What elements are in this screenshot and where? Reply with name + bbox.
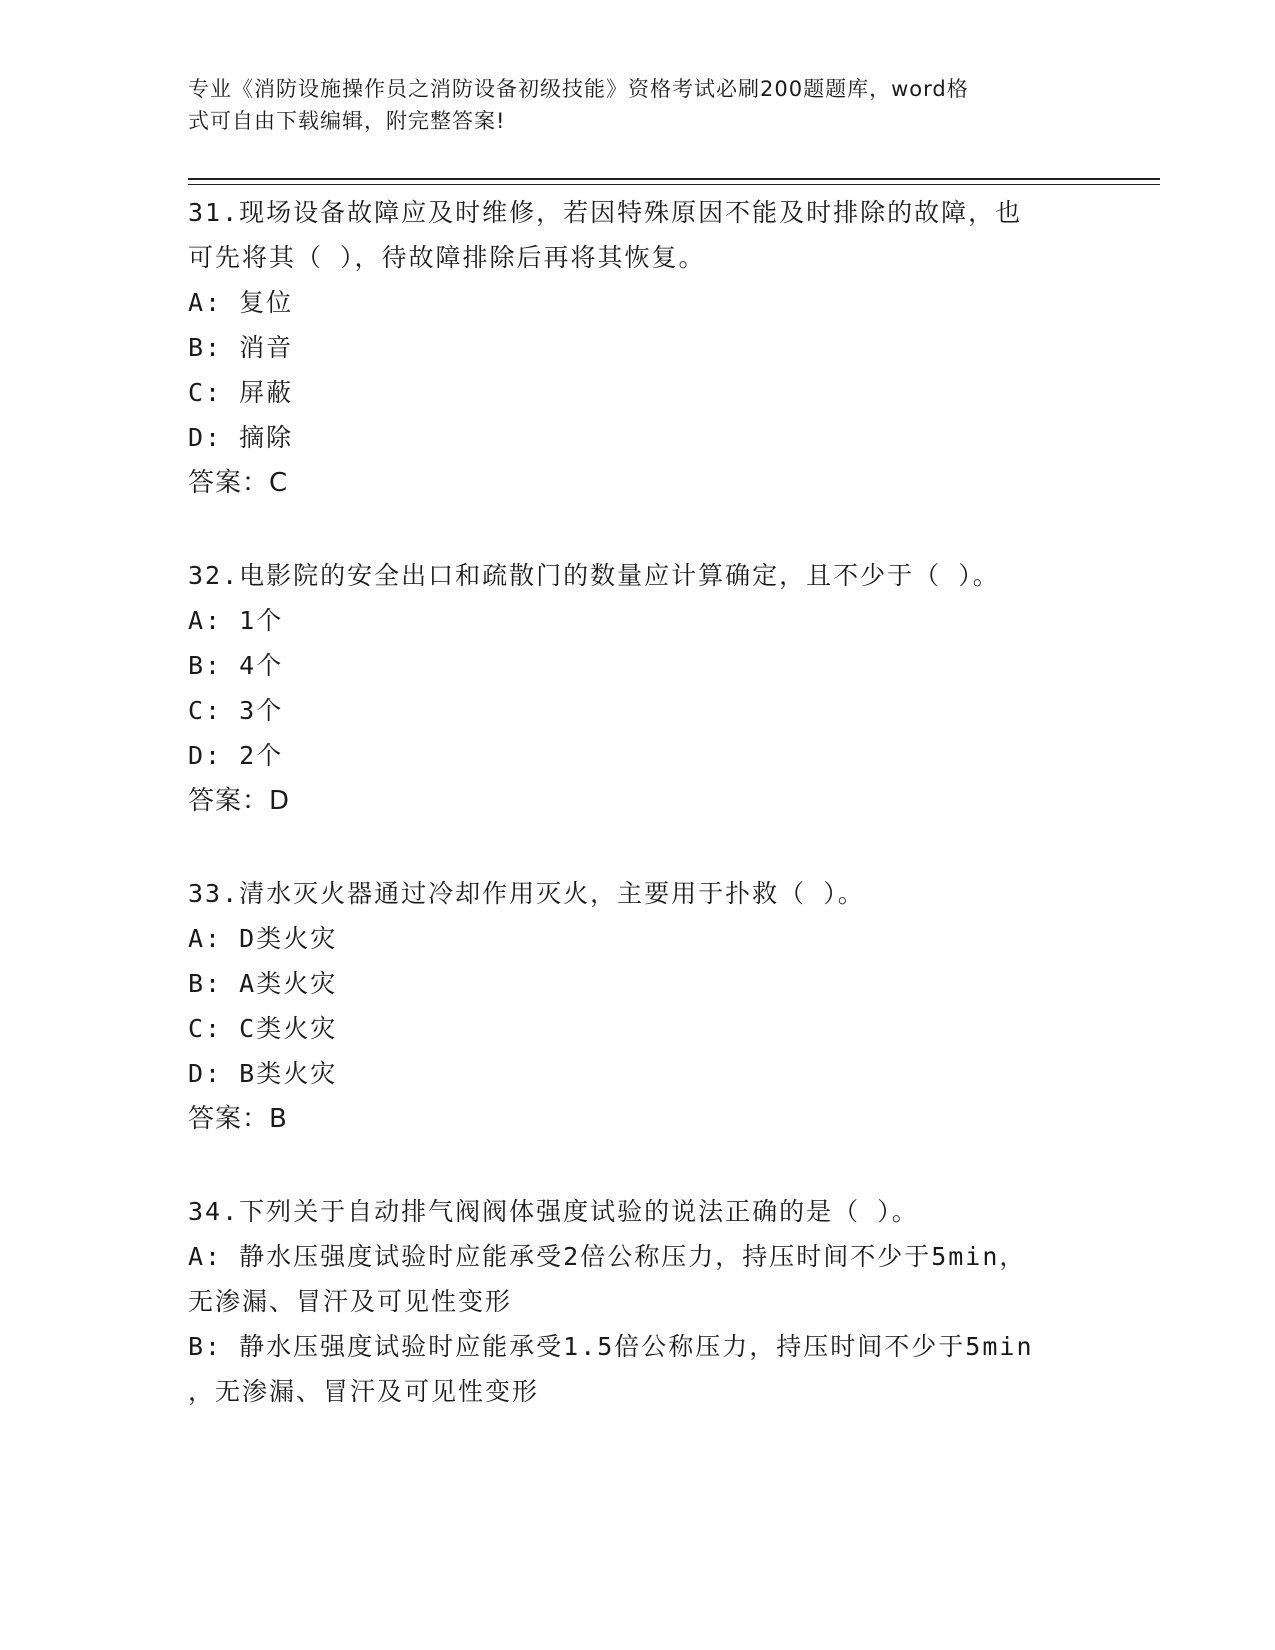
answer-value: B (269, 1104, 288, 1134)
option-a: A: 复位 (188, 288, 294, 317)
answer-line (188, 460, 1088, 506)
question-stem: 34.下列关于自动排气阀阀体强度试验的说法正确的是（ ）。 (188, 1197, 919, 1226)
answer-label: 答案： (188, 786, 270, 816)
question-33 (188, 871, 1088, 1142)
option-d: D: 2个 (188, 741, 284, 770)
question-31 (188, 190, 1088, 506)
question-stem: 可先将其（ ），待故障排除后再将其恢复。 (188, 243, 706, 272)
option-d: D: 摘除 (188, 423, 294, 452)
document-header (188, 73, 1088, 137)
option-c: C: C类火灾 (188, 1014, 338, 1043)
answer-value: D (269, 786, 291, 816)
option-a: A: 1个 (188, 606, 284, 635)
question-stem: 32.电影院的安全出口和疏散门的数量应计算确定，且不少于（ ）。 (188, 561, 1000, 590)
answer-value: C (269, 468, 289, 498)
answer-label: 答案： (188, 468, 270, 498)
answer-label: 答案： (188, 1104, 270, 1134)
answer-line (188, 1096, 1088, 1142)
option-b: B: 4个 (188, 651, 284, 680)
option-b-continued: ，无渗漏、冒汗及可见性变形 (188, 1377, 540, 1406)
header-divider-thin (188, 184, 1160, 185)
option-c: C: 屏蔽 (188, 378, 294, 407)
answer-line (188, 778, 1088, 824)
option-a: A: 静水压强度试验时应能承受2倍公称压力，持压时间不少于5min， (188, 1242, 1027, 1271)
option-c: C: 3个 (188, 696, 284, 725)
option-b: B: A类火灾 (188, 969, 338, 998)
option-a: A: D类火灾 (188, 924, 338, 953)
question-stem: 31.现场设备故障应及时维修，若因特殊原因不能及时排除的故障，也 (188, 198, 1023, 227)
option-b: B: 消音 (188, 333, 294, 362)
question-32 (188, 553, 1088, 824)
header-line-2: 式可自由下载编辑，附完整答案! (188, 109, 506, 133)
question-34 (188, 1189, 1088, 1414)
option-d: D: B类火灾 (188, 1059, 338, 1088)
option-b: B: 静水压强度试验时应能承受1.5倍公称压力，持压时间不少于5min (188, 1332, 1034, 1361)
question-stem: 33.清水灭火器通过冷却作用灭火，主要用于扑救（ ）。 (188, 879, 865, 908)
header-line-1: 专业《消防设施操作员之消防设备初级技能》资格考试必刷200题题库，word格 (188, 77, 969, 101)
header-divider-thick (188, 178, 1160, 180)
option-a-continued: 无渗漏、冒汗及可见性变形 (188, 1287, 513, 1316)
question-list (188, 190, 1088, 1461)
